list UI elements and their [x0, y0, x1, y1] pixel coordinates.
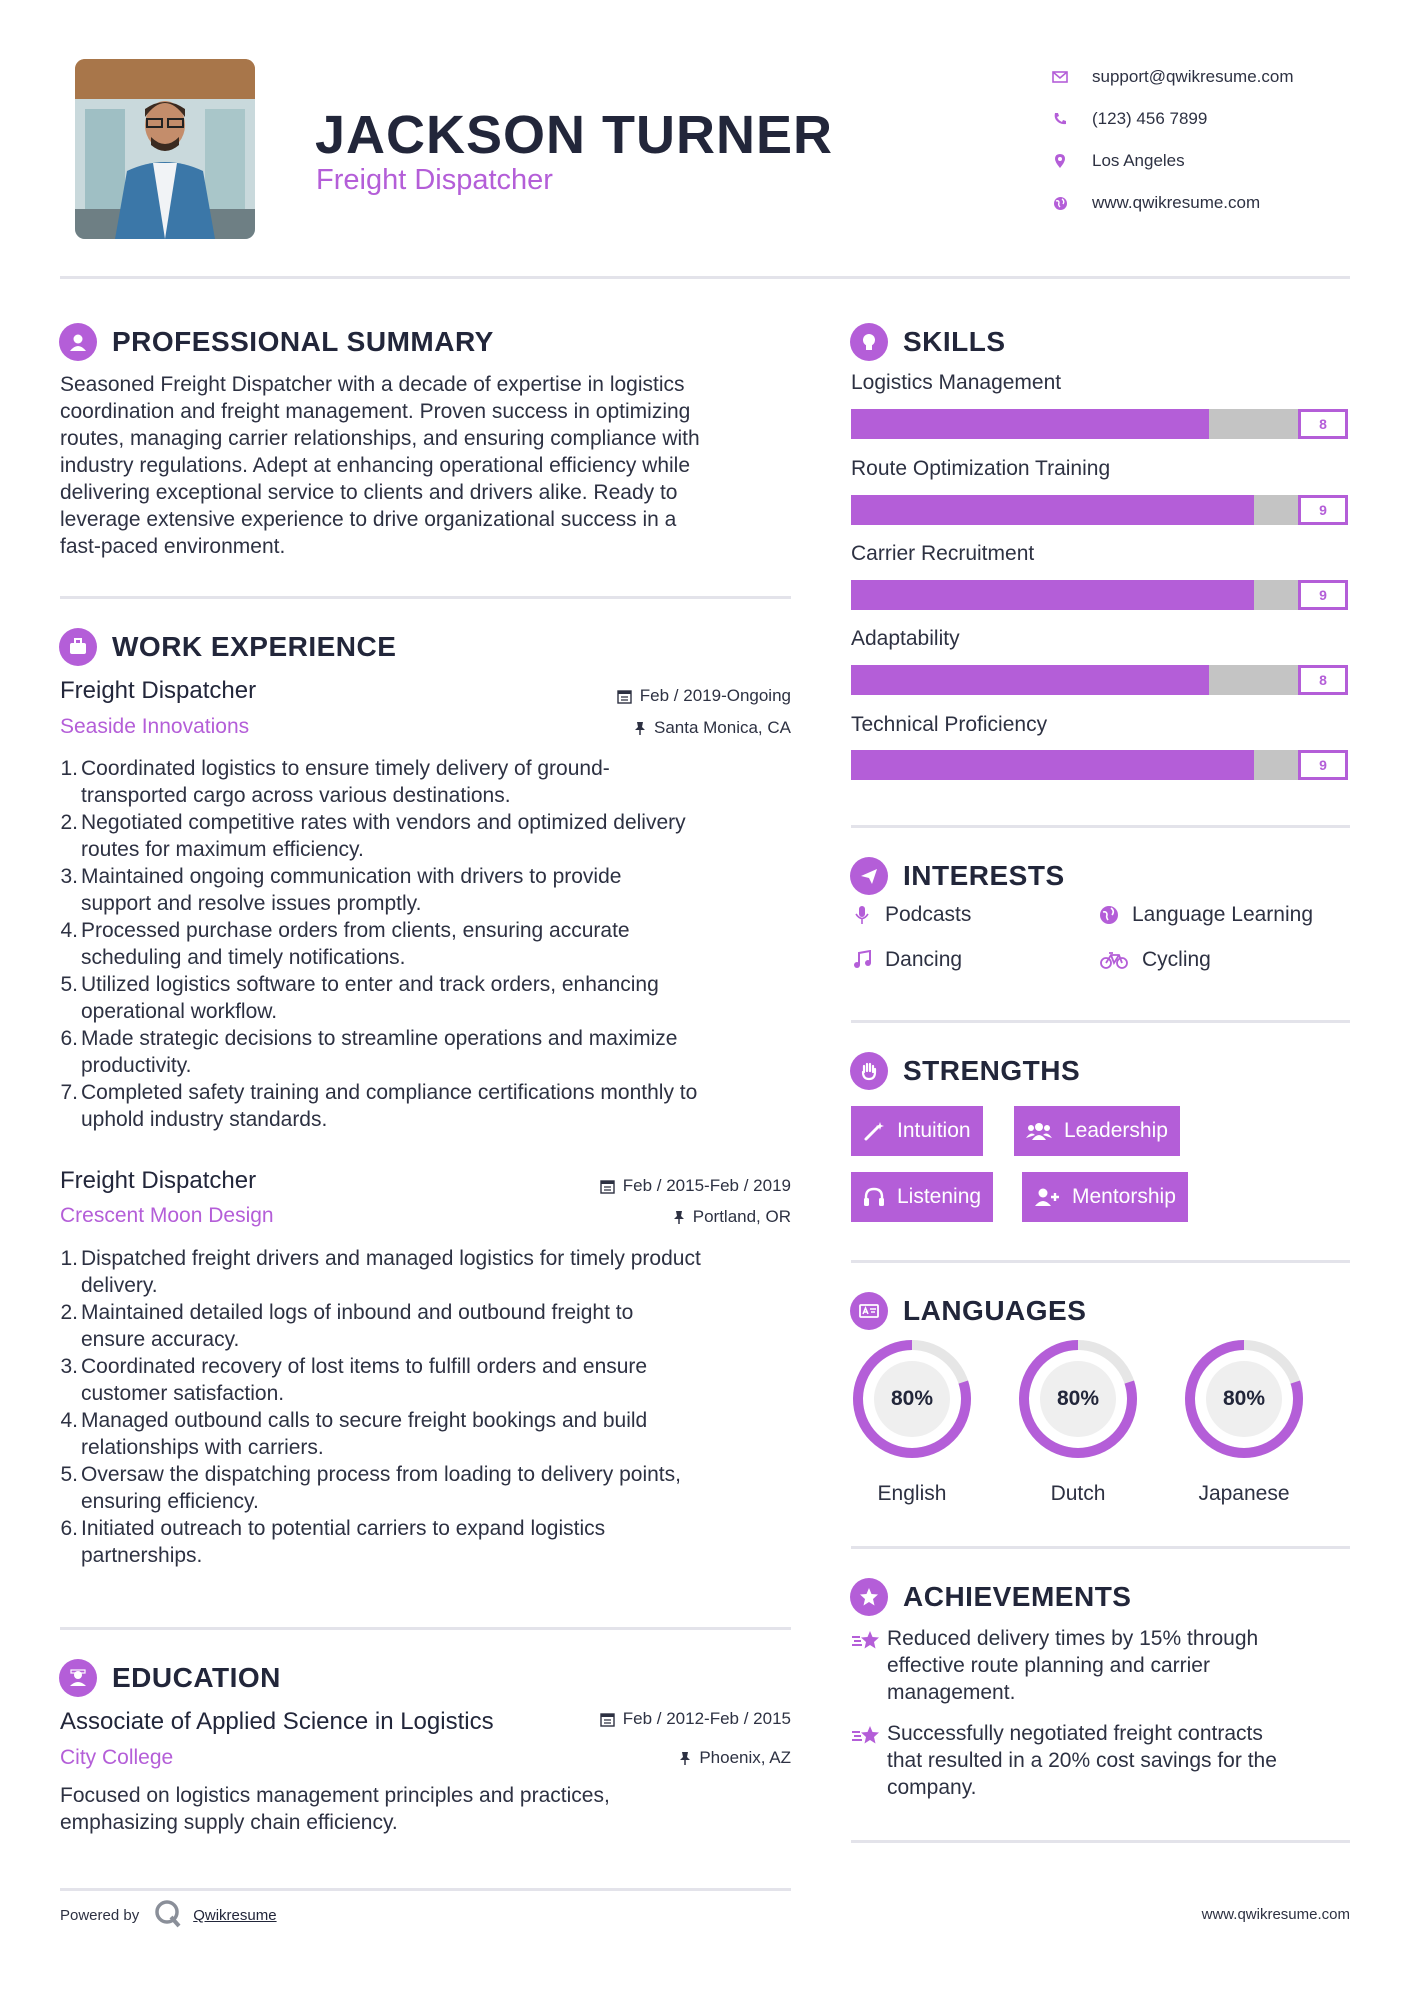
calendar-icon	[600, 1179, 615, 1194]
education-dates-text: Feb / 2012-Feb / 2015	[622, 1709, 791, 1728]
section-divider	[851, 1020, 1350, 1023]
section-divider	[851, 825, 1350, 828]
section-divider	[851, 1260, 1350, 1263]
list-item: 6. Made strategic decisions to streamline operations and maximize productivity.	[60, 1027, 678, 1077]
microphone-icon	[851, 904, 873, 926]
job-2-company: Crescent Moon Design	[60, 1204, 274, 1227]
skill-bar	[851, 750, 1348, 780]
job-2-title: Freight Dispatcher	[60, 1167, 257, 1194]
section-divider	[851, 1840, 1350, 1843]
language-percent: 80%	[1056, 1387, 1100, 1410]
job-2-location	[673, 1207, 791, 1227]
user-plus-icon	[1034, 1187, 1060, 1207]
contact-list	[1050, 56, 1380, 224]
powered-by-text: Powered by	[60, 1907, 140, 1924]
contact-email[interactable]	[1050, 56, 1380, 98]
job-2-dates	[600, 1176, 791, 1196]
strengths-title: STRENGTHS	[903, 1055, 1081, 1086]
language-name: Dutch	[1050, 1482, 1106, 1505]
strength-listening: Listening	[851, 1172, 993, 1222]
globe-icon	[1050, 193, 1070, 213]
skill-label: Logistics Management	[851, 371, 1062, 394]
music-note-icon	[851, 949, 873, 971]
education-school: City College	[60, 1746, 174, 1769]
skill-bar	[851, 409, 1348, 439]
contact-phone-text: (123) 456 7899	[1092, 109, 1208, 128]
achievement-item: Successfully negotiated freight contracts that resulted in a 20% cost savings for the company.	[851, 1720, 1331, 1801]
language-name: Japanese	[1198, 1482, 1290, 1505]
qwikresume-logo-icon	[153, 1898, 183, 1933]
footer-divider	[60, 1888, 791, 1891]
summary-text	[60, 371, 800, 560]
job-2-location-text: Portland, OR	[692, 1207, 791, 1226]
briefcase-icon	[59, 628, 97, 666]
job-1-location	[634, 718, 791, 738]
skill-label: Technical Proficiency	[851, 713, 1048, 736]
skills-title: SKILLS	[903, 326, 1006, 357]
skill-label: Adaptability	[851, 627, 960, 650]
list-item: 2. Maintained detailed logs of inbound and outbound freight to ensure accuracy.	[60, 1301, 634, 1351]
summary-line: Seasoned Freight Dispatcher with a decade of expertise in logistics	[60, 373, 685, 396]
contact-website[interactable]	[1050, 182, 1380, 224]
summary-title: PROFESSIONAL SUMMARY	[112, 326, 494, 357]
magic-wand-icon	[863, 1120, 885, 1142]
interest-podcasts: Podcasts	[851, 903, 971, 927]
summary-heading	[59, 323, 494, 361]
list-item: 4. Managed outbound calls to secure freight bookings and build relationships with carriers.	[60, 1409, 648, 1459]
skill-score-badge: 8	[1298, 665, 1348, 695]
list-item: 5. Utilized logistics software to enter and track orders, enhancing operational workflow.	[60, 973, 659, 1023]
interest-cycling: Cycling	[1098, 948, 1211, 972]
list-item: 2. Negotiated competitive rates with vendors and optimized delivery routes for maximum efficiency.	[60, 811, 686, 861]
summary-line: delivering exceptional service to clients and drivers alike. Ready to	[60, 481, 678, 504]
envelope-icon	[1050, 67, 1070, 87]
pushpin-icon	[634, 721, 646, 736]
strength-intuition: Intuition	[851, 1106, 983, 1156]
language-icon	[850, 1292, 888, 1330]
achievement-item: Reduced delivery times by 15% through effective route planning and carrier management.	[851, 1625, 1331, 1706]
skill-label: Route Optimization Training	[851, 457, 1111, 480]
language-percent: 80%	[1222, 1387, 1266, 1410]
education-heading	[59, 1659, 281, 1697]
headphones-icon	[863, 1187, 885, 1207]
skill-score-badge: 9	[1298, 750, 1348, 780]
summary-line: industry regulations. Adept at enhancing operational efficiency while	[60, 454, 691, 477]
candidate-title: Freight Dispatcher	[316, 164, 553, 196]
hand-icon	[850, 1052, 888, 1090]
section-divider	[851, 1546, 1350, 1549]
users-icon	[1026, 1121, 1052, 1141]
list-item: 6. Initiated outreach to potential carriers to expand logistics partnerships.	[60, 1517, 606, 1567]
contact-location	[1050, 140, 1380, 182]
achievements-title: ACHIEVEMENTS	[903, 1581, 1132, 1612]
list-item: 3. Coordinated recovery of lost items to fulfill orders and ensure customer satisfaction.	[60, 1355, 648, 1405]
skill-bar-fill	[851, 580, 1254, 610]
skill-bar	[851, 665, 1348, 695]
languages-heading	[850, 1292, 1086, 1330]
language-percent: 80%	[890, 1387, 934, 1410]
interests-heading	[850, 857, 1065, 895]
education-description: Focused on logistics management principles and practices, emphasizing supply chain efficiency.	[60, 1784, 610, 1834]
profile-photo	[75, 59, 255, 239]
skill-bar-fill	[851, 665, 1209, 695]
header-divider	[60, 276, 1350, 279]
contact-location-text: Los Angeles	[1092, 151, 1185, 170]
strengths-heading	[850, 1052, 1080, 1090]
bicycle-icon	[1098, 949, 1130, 971]
graduation-icon	[59, 1659, 97, 1697]
lightbulb-icon	[850, 323, 888, 361]
star-icon	[851, 1625, 887, 1706]
skill-bar-fill	[851, 750, 1254, 780]
contact-website-text: www.qwikresume.com	[1092, 193, 1261, 212]
section-divider	[60, 596, 791, 599]
calendar-icon	[617, 689, 632, 704]
achievements-heading	[850, 1578, 1131, 1616]
pushpin-icon	[673, 1210, 685, 1225]
job-1-title: Freight Dispatcher	[60, 677, 257, 704]
strength-mentorship: Mentorship	[1022, 1172, 1188, 1222]
language-name: English	[877, 1482, 947, 1505]
globe-icon	[1098, 904, 1120, 926]
skill-score-badge: 9	[1298, 495, 1348, 525]
skill-bar	[851, 580, 1348, 610]
education-title: EDUCATION	[112, 1662, 281, 1693]
job-1-location-text: Santa Monica, CA	[653, 718, 791, 737]
job-1-dates-text: Feb / 2019-Ongoing	[639, 686, 791, 705]
education-location-text: Phoenix, AZ	[699, 1748, 791, 1767]
skill-bar-fill	[851, 409, 1209, 439]
strength-leadership: Leadership	[1014, 1106, 1180, 1156]
job-1-bullets	[60, 755, 808, 1133]
summary-line: fast-paced environment.	[60, 535, 286, 558]
footer-website[interactable]: www.qwikresume.com	[1201, 1906, 1350, 1923]
work-title: WORK EXPERIENCE	[112, 631, 397, 662]
interest-dancing: Dancing	[851, 948, 962, 972]
language-item	[1183, 1338, 1305, 1505]
footer-powered-by	[60, 1898, 277, 1933]
language-item	[1017, 1338, 1139, 1505]
list-item: 4. Processed purchase orders from clients, ensuring accurate scheduling and timely notifications.	[60, 919, 630, 969]
list-item: 3. Maintained ongoing communication with drivers to provide support and resolve issues promptly.	[60, 865, 622, 915]
summary-line: routes, managing carrier relationships, and ensuring compliance with	[60, 427, 700, 450]
job-1-company: Seaside Innovations	[60, 715, 250, 738]
education-dates	[600, 1709, 791, 1729]
calendar-icon	[600, 1712, 615, 1727]
language-item	[851, 1338, 973, 1505]
work-heading	[59, 628, 396, 666]
contact-email-text: support@qwikresume.com	[1092, 67, 1294, 86]
languages-title: LANGUAGES	[903, 1295, 1087, 1326]
job-2-dates-text: Feb / 2015-Feb / 2019	[622, 1176, 791, 1195]
interest-language-learning: Language Learning	[1098, 903, 1313, 927]
education-degree: Associate of Applied Science in Logistics	[60, 1708, 494, 1735]
skill-score-badge: 8	[1298, 409, 1348, 439]
education-location	[679, 1748, 791, 1768]
summary-line: coordination and freight management. Proven success in optimizing	[60, 400, 691, 423]
map-pin-icon	[1050, 151, 1070, 171]
section-divider	[60, 1627, 791, 1630]
skill-score-badge: 9	[1298, 580, 1348, 610]
job-1-dates	[617, 686, 791, 706]
summary-line: leverage extensive experience to drive organizational success in a	[60, 508, 677, 531]
award-icon	[850, 1578, 888, 1616]
skill-bar	[851, 495, 1348, 525]
list-item: 7. Completed safety training and compliance certifications monthly to uphold industry standards.	[60, 1081, 698, 1131]
interests-title: INTERESTS	[903, 860, 1065, 891]
skills-heading	[850, 323, 1006, 361]
skill-label: Carrier Recruitment	[851, 542, 1035, 565]
qwikresume-link[interactable]: Qwikresume	[193, 1907, 277, 1924]
user-icon	[59, 323, 97, 361]
pushpin-icon	[679, 1751, 691, 1766]
phone-icon	[1050, 109, 1070, 129]
list-item: 1. Coordinated logistics to ensure timely delivery of ground- transported cargo across various destinations.	[60, 757, 610, 807]
star-icon	[851, 1720, 887, 1801]
job-2-bullets	[60, 1245, 808, 1569]
candidate-name: JACKSON TURNER	[315, 105, 834, 165]
list-item: 5. Oversaw the dispatching process from loading to delivery points, ensuring efficiency.	[60, 1463, 681, 1513]
list-item: 1. Dispatched freight drivers and managed logistics for timely product delivery.	[60, 1247, 701, 1297]
contact-phone[interactable]	[1050, 98, 1380, 140]
paper-plane-icon	[850, 857, 888, 895]
skill-bar-fill	[851, 495, 1254, 525]
